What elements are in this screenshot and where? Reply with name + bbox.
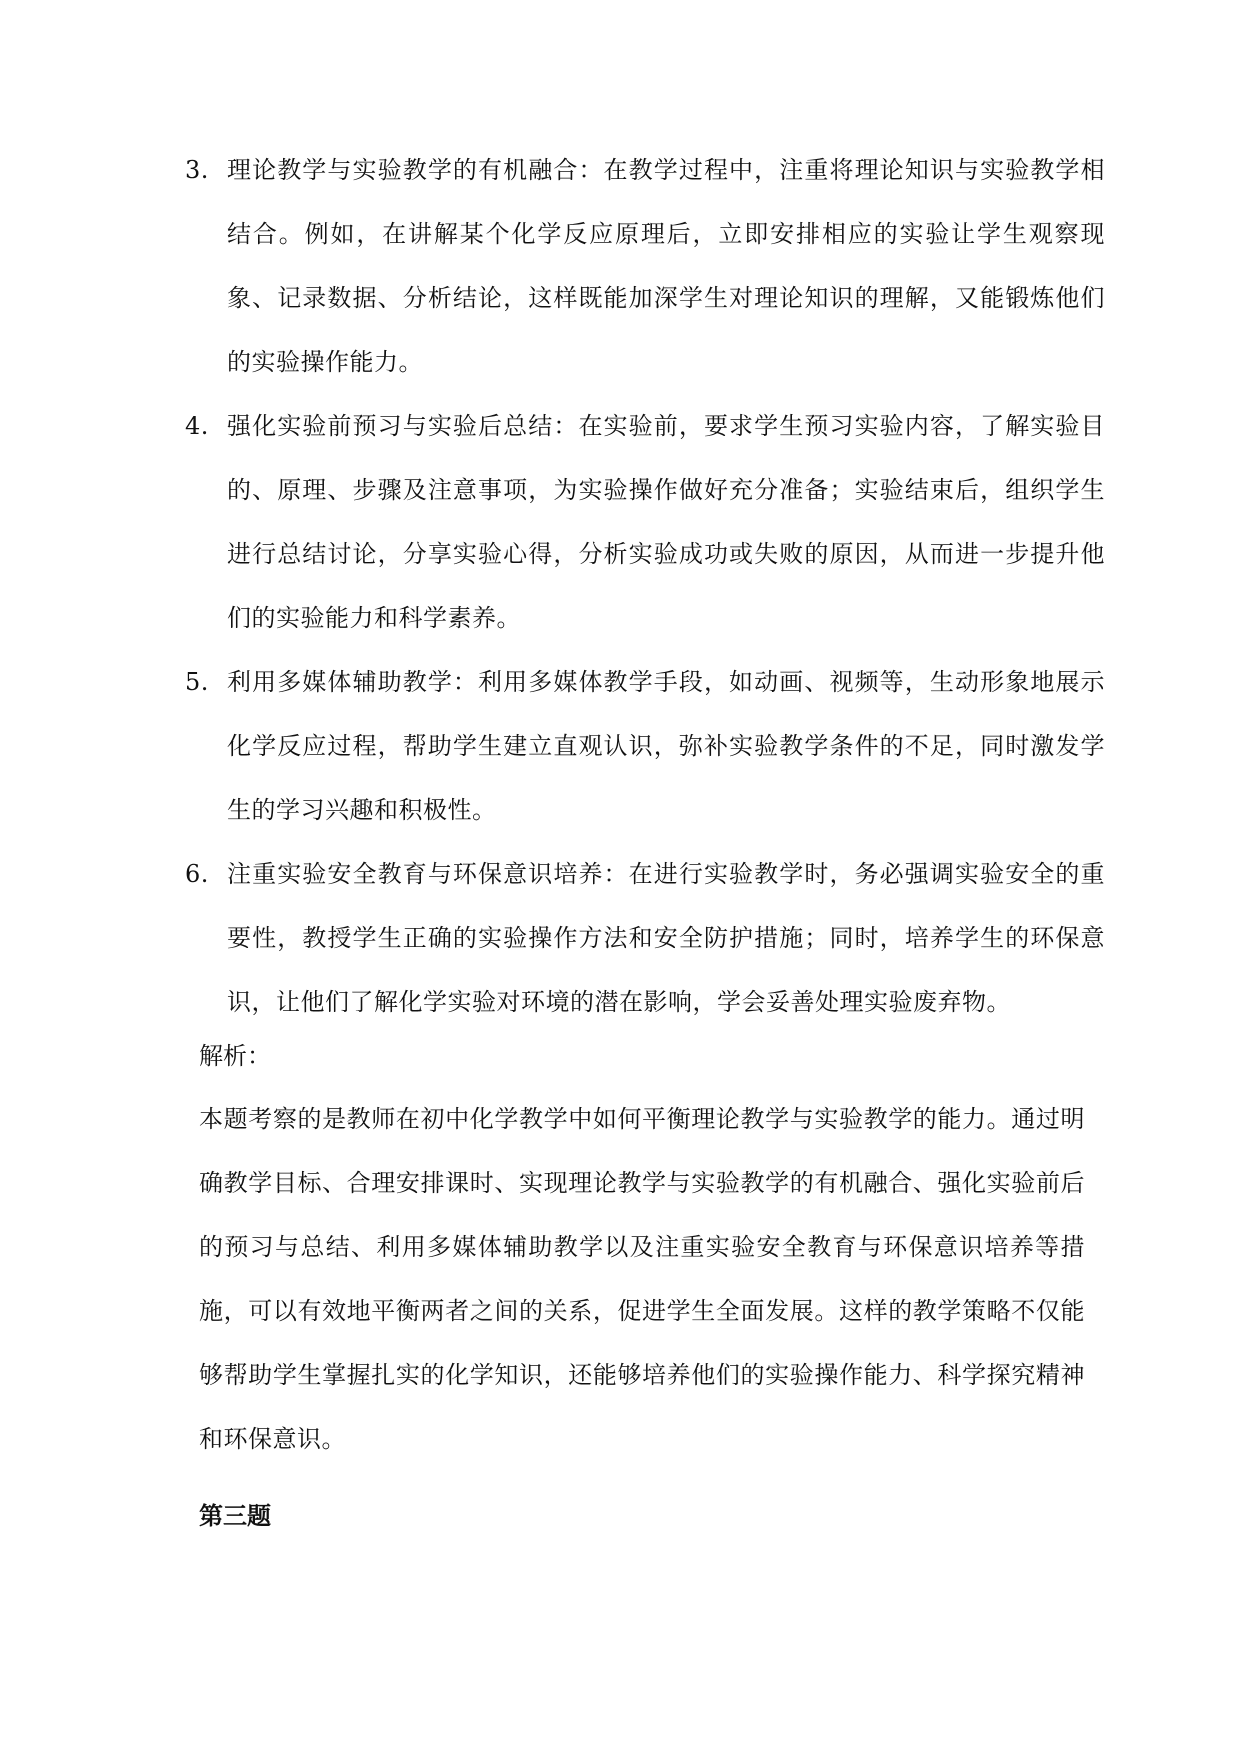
item-text: 注重实验安全教育与环保意识培养：在进行实验教学时，务必强调实验安全的重要性，教授学生正确的实验操作方法和安全防护措施；同时，培养学生的环保意识，让他们了解化学实验对环境的潜在影响，学会妥善处理实验废弃物。 — [227, 860, 1105, 1016]
item-text: 利用多媒体辅助教学：利用多媒体教学手段，如动画、视频等，生动形象地展示化学反应过程，帮助学生建立直观认识，弥补实验教学条件的不足，同时激发学生的学习兴趣和积极性。 — [227, 668, 1105, 824]
item-number: 6. — [185, 860, 209, 888]
analysis-label: 解析： — [199, 1042, 271, 1070]
list-item — [185, 650, 1105, 842]
section-heading: 第三题 — [199, 1502, 271, 1530]
item-text: 强化实验前预习与实验后总结：在实验前，要求学生预习实验内容，了解实验目的、原理、步骤及注意事项，为实验操作做好充分准备；实验结束后，组织学生进行总结讨论，分享实验心得，分析实验成功或失败的原因，从而进一步提升他们的实验能力和科学素养。 — [227, 412, 1105, 632]
list-item — [185, 842, 1105, 1034]
list-item — [185, 138, 1105, 394]
item-number: 4. — [185, 412, 209, 440]
answer-list — [185, 138, 1105, 1034]
item-number: 5. — [185, 668, 209, 696]
item-number: 3. — [185, 156, 209, 184]
list-item — [185, 394, 1105, 650]
item-text: 理论教学与实验教学的有机融合：在教学过程中，注重将理论知识与实验教学相结合。例如，在讲解某个化学反应原理后，立即安排相应的实验让学生观察现象、记录数据、分析结论，这样既能加深学生对理论知识的理解，又能锻炼他们的实验操作能力。 — [227, 156, 1105, 376]
analysis-paragraph: 本题考察的是教师在初中化学教学中如何平衡理论教学与实验教学的能力。通过明确教学目标、合理安排课时、实现理论教学与实验教学的有机融合、强化实验前后的预习与总结、利用多媒体辅助教学以及注重实验安全教育与环保意识培养等措施，可以有效地平衡两者之间的关系，促进学生全面发展。这样的教学策略不仅能够帮助学生掌握扎实的化学知识，还能够培养他们的实验操作能力、科学探究精神和环保意识。 — [199, 1105, 1085, 1453]
